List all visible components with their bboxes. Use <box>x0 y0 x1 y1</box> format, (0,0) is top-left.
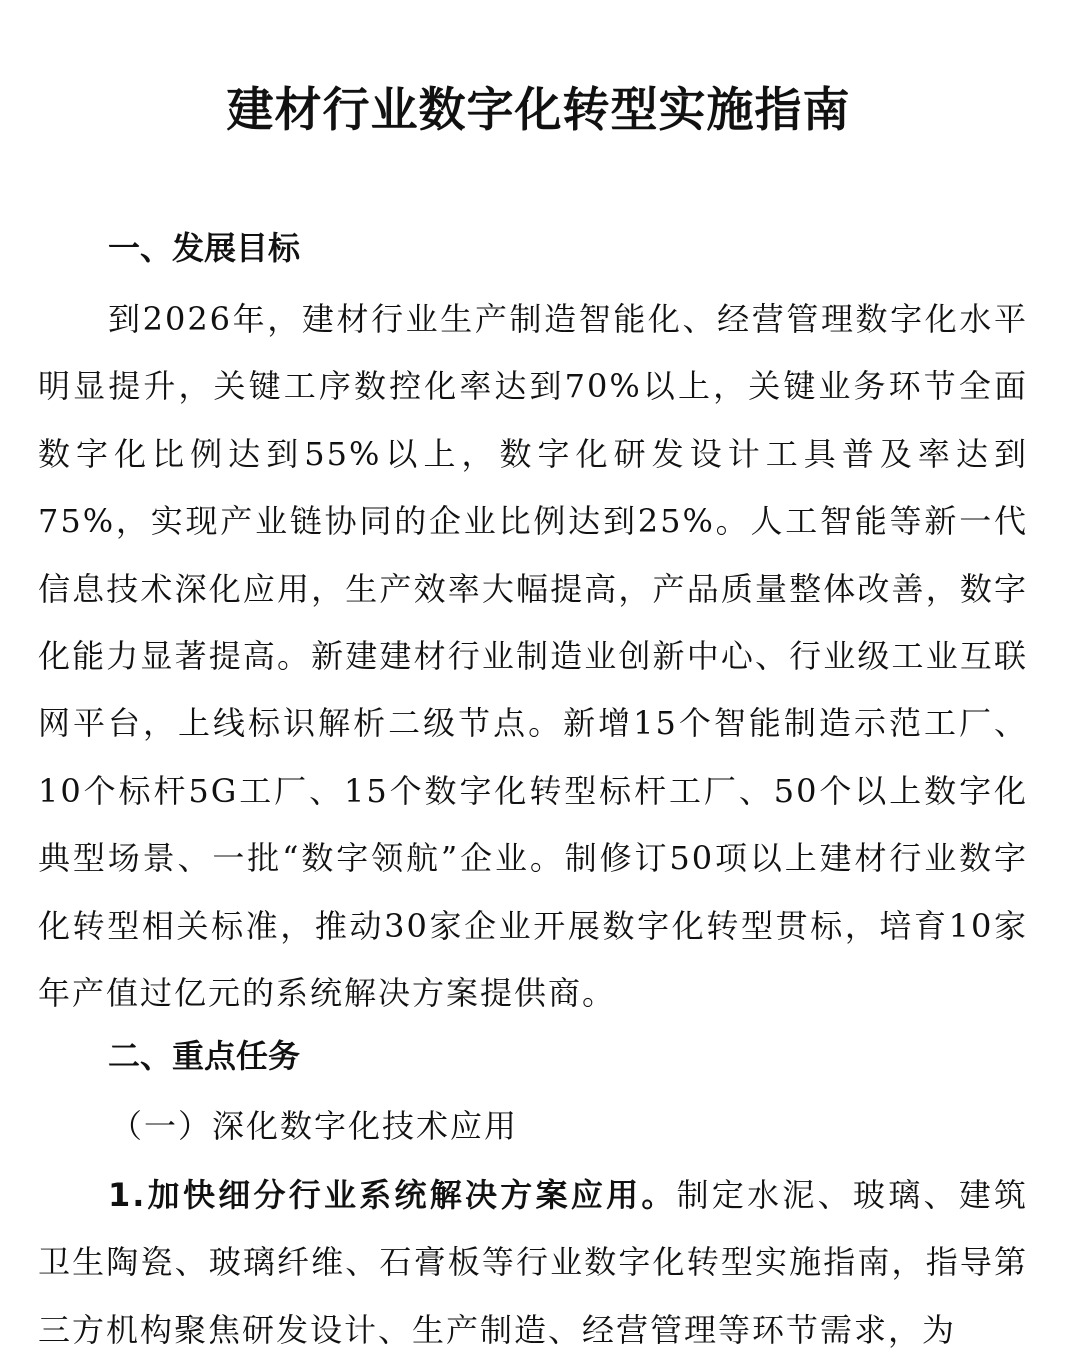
document-title: 建材行业数字化转型实施指南 <box>226 83 851 138</box>
task-item-text: 制定水泥、玻璃、建筑卫生陶瓷、玻璃纤维、石膏板等行业数字化转型实施指南，指导第三方机构聚焦研发设计、生产制造、经营管理等环节需求，为 <box>38 1176 1028 1349</box>
section-heading-development-goals: 一、发展目标 <box>108 229 301 267</box>
development-goals-paragraph: 到2026年，建材行业生产制造智能化、经营管理数字化水平明显提升，关键工序数控化率达到70%以上，关键业务环节全面数字化比例达到55%以上，数字化研发设计工具普及率达到75%，实现产业链协同的企业比例达到25%。人工智能等新一代信息技术深化应用，生产效率大幅提高，产品质量整体改善，数字化能力显著提高。新建建材行业制造业创新中心、行业级工业互联网平台，上线标识解析二级节点。新增15个智能制造示范工厂、10个标杆5G工厂、15个数字化转型标杆工厂、50个以上数字化典型场景、一批“数字领航”企业。制修订50项以上建材行业数字化转型相关标准，推动30家企业开展数字化转型贯标，培育10家年产值过亿元的系统解决方案提供商。 <box>38 300 1028 1013</box>
task-item-lead: 1.加快细分行业系统解决方案应用。 <box>108 1176 677 1214</box>
section-heading-key-tasks: 二、重点任务 <box>108 1037 301 1075</box>
subsection-heading: （一）深化数字化技术应用 <box>110 1107 519 1145</box>
task-item-paragraph <box>38 1162 1028 1364</box>
